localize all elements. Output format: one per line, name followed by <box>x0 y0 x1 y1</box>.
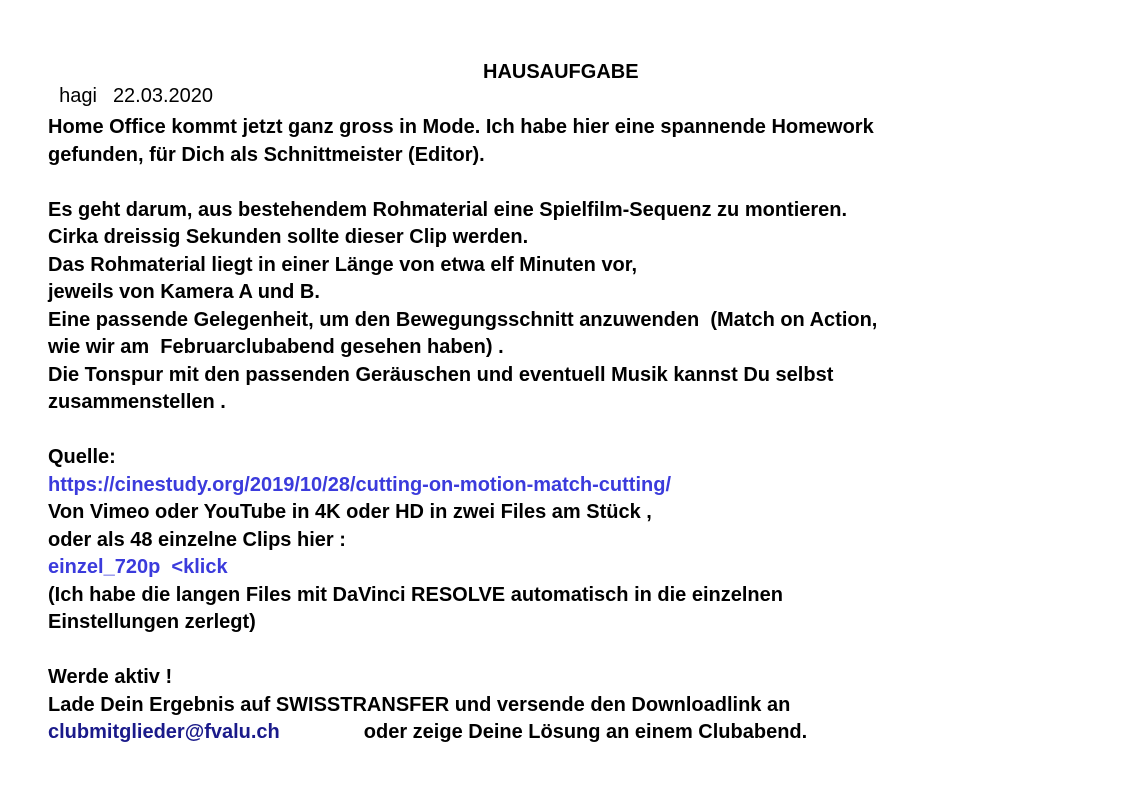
task-line: Eine passende Gelegenheit, um den Bewegungsschnitt anzuwenden (Match on Action, <box>48 308 878 331</box>
document-body <box>48 114 1108 747</box>
intro-line: Home Office kommt jetzt ganz gross in Mode. Ich habe hier eine spannende Homework <box>48 116 874 138</box>
source-note-line: Einstellungen zerlegt) <box>48 611 256 633</box>
source-text-line: oder als 48 einzelne Clips hier : <box>48 528 346 551</box>
task-line: Die Tonspur mit den passenden Geräuschen und eventuell Musik kannst Du selbst <box>48 363 834 386</box>
task-line: Das Rohmaterial liegt in einer Länge von etwa elf Minuten vor, <box>48 253 638 276</box>
source-note-line: (Ich habe die langen Files mit DaVinci RESOLVE automatisch in die einzelnen <box>48 583 783 606</box>
spacer <box>48 637 1108 665</box>
source-text-line: Von Vimeo oder YouTube in 4K oder HD in zwei Files am Stück , <box>48 501 652 523</box>
document-title: HAUSAUFGABE <box>483 61 639 83</box>
clips-download-link[interactable]: einzel_720p <klick <box>48 556 228 578</box>
task-line: Cirka dreissig Sekunden sollte dieser Clip werden. <box>48 226 529 248</box>
email-link[interactable]: clubmitglieder@fvalu.ch <box>48 721 280 743</box>
task-line: jeweils von Kamera A und B. <box>48 281 320 303</box>
author-name: hagi <box>59 85 97 107</box>
spacer <box>48 417 1108 445</box>
closing-line: Lade Dein Ergebnis auf SWISSTRANSFER und versende den Downloadlink an <box>48 693 791 716</box>
source-label: Quelle: <box>48 446 116 468</box>
source-url-link[interactable]: https://cinestudy.org/2019/10/28/cutting-on-motion-match-cutting/ <box>48 473 671 496</box>
task-line: wie wir am Februarclubabend gesehen haben) . <box>48 336 504 358</box>
task-line: Es geht darum, aus bestehendem Rohmaterial eine Spielfilm-Sequenz zu montieren. <box>48 198 848 221</box>
closing-line-rest: oder zeige Deine Lösung an einem Clubabend. <box>363 721 808 743</box>
closing-email-line <box>48 719 1108 747</box>
document-date: 22.03.2020 <box>112 85 214 107</box>
task-line: zusammenstellen . <box>48 391 226 413</box>
closing-line: Werde aktiv ! <box>48 666 173 688</box>
spacer <box>48 169 1108 197</box>
intro-line: gefunden, für Dich als Schnittmeister (Editor). <box>48 143 485 166</box>
